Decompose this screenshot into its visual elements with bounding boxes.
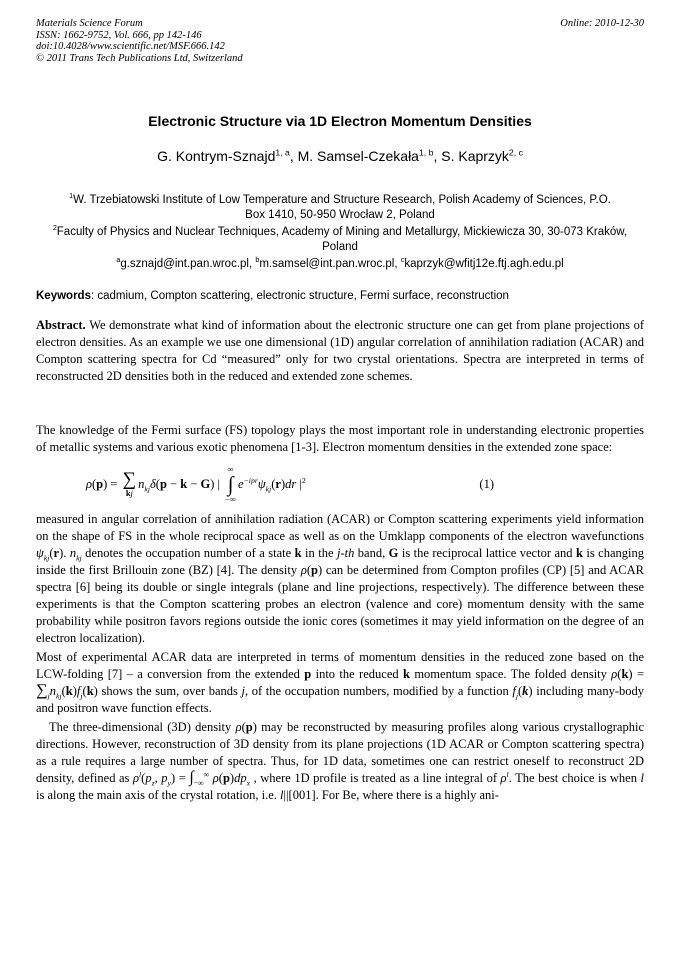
paragraph-3d-reconstruction: The three-dimensional (3D) density ρ(p) may be reconstructed by measuring profiles along various crystallographic directions. However, reconstruction of 3D density from its plane projections (1D ACAR or Compton scattering spectra) as a rule requires a large number of spectra. Thus, for 1D data, sometimes one can restrict oneself to reconstruct 2D density, defined as $\rho^l(p_z$, $p_y) = \int_{-\infty}^\infty$ $\rho(p)dp_x$ , where 1D profile is treated as a line integral of $\rho^l$. The best choice is when l is along the main axis of the crystal rotation, i.e. l||[001]. For Be, where there is a highly ani-: [36, 720, 645, 803]
abstract: [36, 317, 644, 385]
author-emails: $^a$g.sznajd@int.pan.wroc.pl, $^b$m.samsel@int.pan.wroc.pl, $^c$kaprzyk@wfitj12e.ftj.agh.edu.pl: [116, 256, 564, 270]
paper-title: Electronic Structure via 1D Electron Momentum Densities: [148, 113, 532, 129]
paragraph-lcw-folding: Most of experimental ACAR data are interpreted in terms of momentum densities in the reduced zone based on the LCW-folding [7] – a conversion from the extended p into the reduced k momentum space. The folded density $\rho(k) = \sum_jn_{kj}(k)f_j(k)$ shows the sum, over bands j, of the occupation numbers, modified by a function $f_j(k)$ including many-body and positron wave function effects.: [36, 650, 645, 716]
equation-number: (1): [479, 476, 494, 491]
copyright-line: © 2011 Trans Tech Publications Ltd, Switzerland: [36, 52, 243, 64]
keywords-text: : cadmium, Compton scattering, electronic structure, Fermi surface, reconstruction: [90, 289, 509, 302]
affiliation-1: $^1$W. Trzebiatowski Institute of Low Temperature and Structure Research, Polish Academy of Sciences, P.O. Box 1410, 50-950 Wrocław 2, Poland: [69, 192, 611, 221]
keywords-label: Keywords: [36, 289, 91, 302]
eq1-rhs: $e^{-ipr}\psi_{kj}(r)dr$ $|^2$: [238, 475, 306, 494]
integral-lower-limit: −∞: [225, 493, 237, 504]
journal-name: Materials Science Forum: [36, 18, 143, 29]
abstract-text: We demonstrate what kind of information about the electronic structure one can get from plane projections of electron densities. As an example we use one dimensional (1D) angular correlation of annihilation radiation (ACAR) and Compton scattering spectra for Cd “measured” only for two crystal orientations. Spectra are interpreted in terms of reconstructed 2D densities both in the reduced and extended zone schemes.: [36, 317, 645, 383]
keywords-line: [36, 289, 644, 303]
publication-header: [36, 18, 644, 64]
affiliations-block: [36, 193, 644, 272]
article-body: [36, 422, 644, 805]
eq1-lhs: ρ(p) =: [86, 476, 121, 491]
doi-line: doi:10.4028/www.scientific.net/MSF.666.142: [36, 41, 225, 52]
paragraph-measured: measured in angular correlation of annihilation radiation (ACAR) or Compton scattering experiments yield information on the shape of FS in the whole reciprocal space as well as on the Umklapp components of the electron wavefunctions $\psi_{kj}(r)$. $n_{kj}$ denotes the occupation number of a state k in the j-th band, G is the reciprocal lattice vector and k is changing inside the first Brillouin zone (BZ) [4]. The density ρ(p) can be determined from Compton profiles (CP) [5] and ACAR spectra [6] being its double or single integrals (plane and line projections, respectively). The difference between these experiments is that the Compton scattering probes an electron (valence and core) momentum density with the same probability while positron favors regions outside the ionic cores (sometimes it may yield information on the degree of an electron localization).: [36, 512, 644, 646]
eq1-mid: $n_{kj}\delta(p - k - G)$ |: [138, 476, 224, 494]
integral-symbol: ∫: [227, 471, 234, 496]
affiliation-2: $^2$Faculty of Physics and Nuclear Techniques, Academy of Mining and Metallurgy, Mickiewicza 30, 30-073 Kraków, Poland: [52, 224, 628, 253]
paragraph-intro: The knowledge of the Fermi surface (FS) topology plays the most important role in understanding electronic properties of metallic systems and various exotic phenomena [1-3]. Electron momentum densities in the extended zone space:: [36, 422, 644, 454]
abstract-label: Abstract.: [36, 317, 90, 332]
equation-1: [36, 465, 644, 505]
publication-info: [36, 18, 243, 64]
sum-subscript: kj: [125, 488, 133, 499]
integral-upper-limit: ∞: [227, 463, 234, 474]
sum-operator: [123, 470, 137, 498]
sigma-symbol: ∑: [122, 469, 137, 491]
online-date: Online: 2010-12-30: [560, 18, 644, 29]
equation-1-body: [86, 465, 306, 505]
issn-line: ISSN: 1662-9752, Vol. 666, pp 142-146: [36, 29, 202, 41]
integral-operator: [225, 465, 236, 505]
authors-line: G. Kontrym-Sznajd$^{1, a}$, M. Samsel-Czekała$^{1, b}$, S. Kaprzyk$^{2, c}$: [157, 147, 523, 164]
